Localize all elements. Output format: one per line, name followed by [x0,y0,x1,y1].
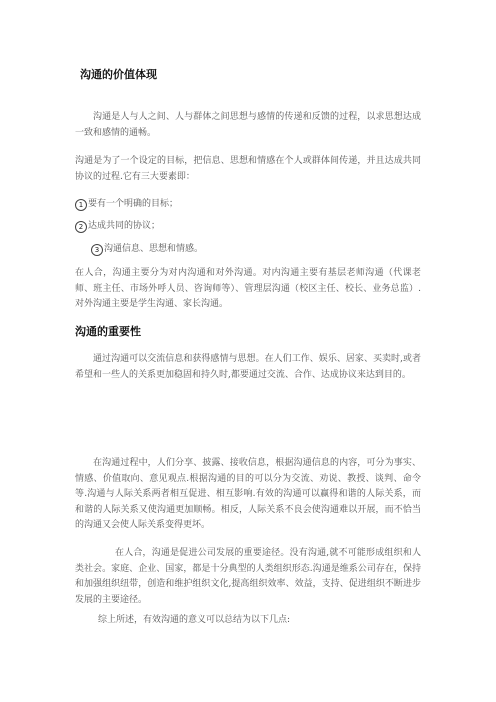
paragraph-internal-external: 在人合，沟通主要分为对内沟通和对外沟通。对内沟通主要有基层老师沟通（代课老师、班主任、市场外呼人员、咨询师等）、管理层沟通（校区主任、校长、业务总监）. 对外沟通主要是学生沟通、家长沟通。 [75,268,421,309]
list-item-text: 达成共同的协议； [88,221,161,231]
list-item-text: 要有一个明确的目标； [88,199,179,209]
paragraph-exchange-information: 通过沟通可以交流信息和获得感情与思想。在人们工作、娱乐、居家、买卖时,或者希望和一些人的关系更加稳固和持久时,都要通过交流、合作、达成协议来达到目的。 [75,354,421,380]
paragraph-company-development: 在人合，沟通是促进公司发展的重要途径。没有沟通,就不可能形成组织和人类社会。家庭、企业、国家，都是十分典型的人类组织形态.沟通是维系公司存在，保持和加强组织纽带，创造和维护组织文化,提高组织效率、效益，支持、促进组织不断进步发展的主要途径。 [75,548,421,605]
list-item-text: 沟通信息、思想和情感。 [104,244,204,254]
paragraph-elements-intro: 沟通是为了一个设定的目标，把信息、思想和情感在个人或群体间传递，并且达成共同协议的过程.它有三大要素即： [75,156,421,182]
circled-number-2: 2 [75,221,87,233]
circled-number-1: 1 [75,199,87,211]
list-item [91,242,203,258]
list-item [75,197,178,213]
heading-importance-of-communication: 沟通的重要性 [75,325,141,338]
paragraph-communication-process: 在沟通过程中，人们分享、披露、接收信息，根据沟通信息的内容，可分为事实、情感、价值取向、意见观点.根据沟通的目的可以分为交流、劝说、教授、谈判、命令等.沟通与人际关系两者相互促进、相互影响.有效的沟通可以赢得和谐的人际关系，而和谐的人际关系又使沟通更加顺畅。相反，人际关系不良会使沟通难以开展，而不恰当的沟通又会使人际关系变得更坏。 [75,458,421,530]
heading-value-of-communication: 沟通的价值体现 [80,68,157,81]
paragraph-summary: 综上所述，有效沟通的意义可以总结为以下几点: [98,615,291,625]
circled-number-3: 3 [91,244,103,256]
list-item [75,219,160,235]
paragraph-definition: 沟通是人与人之间、人与群体之间思想与感情的传递和反馈的过程，以求思想达成一致和感情的通畅。 [75,112,421,138]
